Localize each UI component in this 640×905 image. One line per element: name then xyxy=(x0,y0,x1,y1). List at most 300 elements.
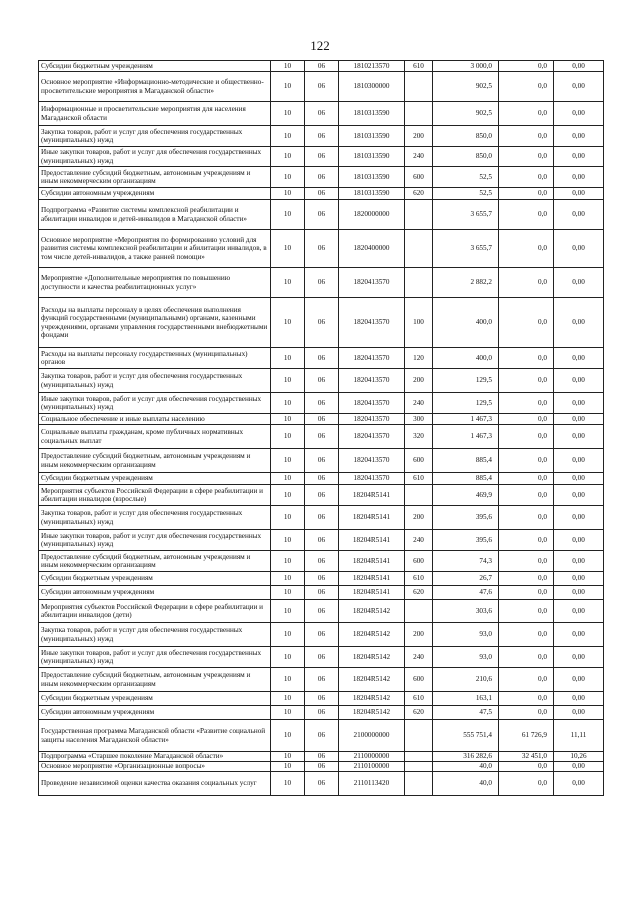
planned-amount-cell: 74,3 xyxy=(433,551,499,572)
execution-percent-cell: 0,00 xyxy=(554,485,604,506)
actual-amount-cell: 0,0 xyxy=(499,425,554,449)
expense-type-cell: 600 xyxy=(405,167,433,188)
table-row xyxy=(39,147,604,167)
expense-name-cell: Основное мероприятие «Мероприятия по формированию условий для развития системы комплексной реабилитации и абилитации инвалидов, в том числе детей-инвалидов, а также ранней помощи» xyxy=(39,230,271,268)
table-row xyxy=(39,720,604,752)
target-article-cell: 18204R5142 xyxy=(339,668,405,692)
planned-amount-cell: 129,5 xyxy=(433,369,499,393)
subsection-code-cell: 06 xyxy=(305,720,339,752)
table-row xyxy=(39,600,604,623)
table-row xyxy=(39,348,604,369)
actual-amount-cell: 0,0 xyxy=(499,706,554,720)
planned-amount-cell: 395,6 xyxy=(433,530,499,551)
execution-percent-cell: 0,00 xyxy=(554,230,604,268)
planned-amount-cell: 3 655,7 xyxy=(433,200,499,230)
table-row xyxy=(39,485,604,506)
execution-percent-cell: 0,00 xyxy=(554,586,604,600)
execution-percent-cell: 0,00 xyxy=(554,348,604,369)
execution-percent-cell: 0,00 xyxy=(554,473,604,485)
expense-name-cell: Субсидии бюджетным учреждениям xyxy=(39,572,271,586)
expense-type-cell: 600 xyxy=(405,551,433,572)
expense-name-cell: Субсидии бюджетным учреждениям xyxy=(39,61,271,72)
subsection-code-cell: 06 xyxy=(305,298,339,348)
planned-amount-cell: 395,6 xyxy=(433,506,499,530)
subsection-code-cell: 06 xyxy=(305,572,339,586)
target-article-cell: 1810313590 xyxy=(339,167,405,188)
expense-name-cell: Иные закупки товаров, работ и услуг для обеспечения государственных (муниципальных) нужд xyxy=(39,647,271,668)
expense-name-cell: Основное мероприятие «Информационно-методические и общественно-просветительские мероприятия в Магаданской области» xyxy=(39,72,271,102)
target-article-cell: 18204R5142 xyxy=(339,692,405,706)
execution-percent-cell: 0,00 xyxy=(554,425,604,449)
subsection-code-cell: 06 xyxy=(305,200,339,230)
expense-name-cell: Информационные и просветительские мероприятия для населения Магаданской области xyxy=(39,102,271,126)
actual-amount-cell: 0,0 xyxy=(499,414,554,425)
section-code-cell: 10 xyxy=(271,530,305,551)
planned-amount-cell: 93,0 xyxy=(433,623,499,647)
subsection-code-cell: 06 xyxy=(305,61,339,72)
expense-name-cell: Субсидии бюджетным учреждениям xyxy=(39,692,271,706)
table-row xyxy=(39,647,604,668)
actual-amount-cell: 0,0 xyxy=(499,772,554,796)
target-article-cell: 1810313590 xyxy=(339,147,405,167)
actual-amount-cell: 61 726,9 xyxy=(499,720,554,752)
actual-amount-cell: 0,0 xyxy=(499,668,554,692)
subsection-code-cell: 06 xyxy=(305,623,339,647)
target-article-cell: 1820413570 xyxy=(339,393,405,414)
expense-name-cell: Социальное обеспечение и иные выплаты населению xyxy=(39,414,271,425)
target-article-cell: 1810300000 xyxy=(339,72,405,102)
target-article-cell: 2100000000 xyxy=(339,720,405,752)
subsection-code-cell: 06 xyxy=(305,692,339,706)
target-article-cell: 18204R5141 xyxy=(339,551,405,572)
execution-percent-cell: 0,00 xyxy=(554,623,604,647)
planned-amount-cell: 93,0 xyxy=(433,647,499,668)
execution-percent-cell: 11,11 xyxy=(554,720,604,752)
section-code-cell: 10 xyxy=(271,551,305,572)
table-row xyxy=(39,425,604,449)
section-code-cell: 10 xyxy=(271,200,305,230)
section-code-cell: 10 xyxy=(271,473,305,485)
execution-percent-cell: 10,26 xyxy=(554,752,604,762)
section-code-cell: 10 xyxy=(271,72,305,102)
actual-amount-cell: 0,0 xyxy=(499,762,554,772)
actual-amount-cell: 0,0 xyxy=(499,572,554,586)
actual-amount-cell: 0,0 xyxy=(499,348,554,369)
subsection-code-cell: 06 xyxy=(305,647,339,668)
section-code-cell: 10 xyxy=(271,772,305,796)
actual-amount-cell: 0,0 xyxy=(499,623,554,647)
section-code-cell: 10 xyxy=(271,414,305,425)
actual-amount-cell: 0,0 xyxy=(499,268,554,298)
section-code-cell: 10 xyxy=(271,230,305,268)
actual-amount-cell: 32 451,0 xyxy=(499,752,554,762)
execution-percent-cell: 0,00 xyxy=(554,506,604,530)
actual-amount-cell: 0,0 xyxy=(499,126,554,147)
target-article-cell: 1820413570 xyxy=(339,449,405,473)
execution-percent-cell: 0,00 xyxy=(554,668,604,692)
planned-amount-cell: 850,0 xyxy=(433,147,499,167)
execution-percent-cell: 0,00 xyxy=(554,647,604,668)
section-code-cell: 10 xyxy=(271,449,305,473)
expense-type-cell: 200 xyxy=(405,623,433,647)
planned-amount-cell: 885,4 xyxy=(433,473,499,485)
expense-name-cell: Предоставление субсидий бюджетным, автономным учреждениям и иным некоммерческим организациям xyxy=(39,668,271,692)
execution-percent-cell: 0,00 xyxy=(554,167,604,188)
section-code-cell: 10 xyxy=(271,126,305,147)
table-row xyxy=(39,473,604,485)
execution-percent-cell: 0,00 xyxy=(554,600,604,623)
planned-amount-cell: 1 467,3 xyxy=(433,414,499,425)
expense-type-cell: 240 xyxy=(405,530,433,551)
table-row xyxy=(39,230,604,268)
subsection-code-cell: 06 xyxy=(305,425,339,449)
subsection-code-cell: 06 xyxy=(305,600,339,623)
target-article-cell: 18204R5142 xyxy=(339,600,405,623)
table-row xyxy=(39,61,604,72)
expense-type-cell xyxy=(405,720,433,752)
subsection-code-cell: 06 xyxy=(305,369,339,393)
table-row xyxy=(39,449,604,473)
section-code-cell: 10 xyxy=(271,692,305,706)
expense-type-cell: 610 xyxy=(405,61,433,72)
table-row xyxy=(39,200,604,230)
planned-amount-cell: 129,5 xyxy=(433,393,499,414)
target-article-cell: 18204R5141 xyxy=(339,586,405,600)
expense-name-cell: Проведение независимой оценки качества оказания социальных услуг xyxy=(39,772,271,796)
actual-amount-cell: 0,0 xyxy=(499,72,554,102)
planned-amount-cell: 3 000,0 xyxy=(433,61,499,72)
planned-amount-cell: 303,6 xyxy=(433,600,499,623)
expense-type-cell: 320 xyxy=(405,425,433,449)
subsection-code-cell: 06 xyxy=(305,485,339,506)
planned-amount-cell: 26,7 xyxy=(433,572,499,586)
table-row xyxy=(39,551,604,572)
execution-percent-cell: 0,00 xyxy=(554,61,604,72)
execution-percent-cell: 0,00 xyxy=(554,268,604,298)
actual-amount-cell: 0,0 xyxy=(499,167,554,188)
planned-amount-cell: 902,5 xyxy=(433,102,499,126)
execution-percent-cell: 0,00 xyxy=(554,369,604,393)
target-article-cell: 18204R5141 xyxy=(339,485,405,506)
target-article-cell: 18204R5142 xyxy=(339,647,405,668)
expense-name-cell: Подпрограмма «Развитие системы комплексной реабилитации и абилитации инвалидов и детей-инвалидов в Магаданской области» xyxy=(39,200,271,230)
expense-name-cell: Закупка товаров, работ и услуг для обеспечения государственных (муниципальных) нужд xyxy=(39,623,271,647)
expense-type-cell xyxy=(405,752,433,762)
expense-type-cell xyxy=(405,762,433,772)
execution-percent-cell: 0,00 xyxy=(554,692,604,706)
actual-amount-cell: 0,0 xyxy=(499,200,554,230)
table-row xyxy=(39,188,604,200)
section-code-cell: 10 xyxy=(271,61,305,72)
expense-type-cell: 200 xyxy=(405,506,433,530)
expense-name-cell: Субсидии бюджетным учреждениям xyxy=(39,473,271,485)
target-article-cell: 1810313590 xyxy=(339,126,405,147)
execution-percent-cell: 0,00 xyxy=(554,200,604,230)
execution-percent-cell: 0,00 xyxy=(554,706,604,720)
subsection-code-cell: 06 xyxy=(305,530,339,551)
subsection-code-cell: 06 xyxy=(305,393,339,414)
target-article-cell: 18204R5141 xyxy=(339,530,405,551)
subsection-code-cell: 06 xyxy=(305,668,339,692)
execution-percent-cell: 0,00 xyxy=(554,102,604,126)
actual-amount-cell: 0,0 xyxy=(499,393,554,414)
target-article-cell: 1820413570 xyxy=(339,425,405,449)
execution-percent-cell: 0,00 xyxy=(554,188,604,200)
section-code-cell: 10 xyxy=(271,348,305,369)
expense-name-cell: Мероприятие «Дополнительные мероприятия по повышению доступности и качества реабилитационных услуг» xyxy=(39,268,271,298)
subsection-code-cell: 06 xyxy=(305,268,339,298)
section-code-cell: 10 xyxy=(271,572,305,586)
subsection-code-cell: 06 xyxy=(305,752,339,762)
actual-amount-cell: 0,0 xyxy=(499,506,554,530)
target-article-cell: 1820400000 xyxy=(339,230,405,268)
target-article-cell: 1820413570 xyxy=(339,473,405,485)
subsection-code-cell: 06 xyxy=(305,414,339,425)
table-row xyxy=(39,692,604,706)
expense-name-cell: Предоставление субсидий бюджетным, автономным учреждениям и иным некоммерческим организациям xyxy=(39,449,271,473)
planned-amount-cell: 555 751,4 xyxy=(433,720,499,752)
section-code-cell: 10 xyxy=(271,102,305,126)
expense-type-cell: 610 xyxy=(405,572,433,586)
planned-amount-cell: 2 882,2 xyxy=(433,268,499,298)
table-body xyxy=(39,61,604,796)
expense-type-cell xyxy=(405,485,433,506)
section-code-cell: 10 xyxy=(271,485,305,506)
section-code-cell: 10 xyxy=(271,668,305,692)
expense-type-cell: 200 xyxy=(405,369,433,393)
expense-name-cell: Социальные выплаты гражданам, кроме публичных нормативных социальных выплат xyxy=(39,425,271,449)
execution-percent-cell: 0,00 xyxy=(554,414,604,425)
subsection-code-cell: 06 xyxy=(305,473,339,485)
actual-amount-cell: 0,0 xyxy=(499,298,554,348)
actual-amount-cell: 0,0 xyxy=(499,102,554,126)
expense-type-cell: 610 xyxy=(405,692,433,706)
actual-amount-cell: 0,0 xyxy=(499,369,554,393)
section-code-cell: 10 xyxy=(271,586,305,600)
table-row xyxy=(39,167,604,188)
target-article-cell: 18204R5141 xyxy=(339,506,405,530)
expense-type-cell: 240 xyxy=(405,647,433,668)
table-row xyxy=(39,706,604,720)
actual-amount-cell: 0,0 xyxy=(499,551,554,572)
expense-type-cell: 120 xyxy=(405,348,433,369)
execution-percent-cell: 0,00 xyxy=(554,572,604,586)
section-code-cell: 10 xyxy=(271,720,305,752)
actual-amount-cell: 0,0 xyxy=(499,586,554,600)
planned-amount-cell: 1 467,3 xyxy=(433,425,499,449)
target-article-cell: 1810313590 xyxy=(339,102,405,126)
planned-amount-cell: 850,0 xyxy=(433,126,499,147)
execution-percent-cell: 0,00 xyxy=(554,551,604,572)
section-code-cell: 10 xyxy=(271,298,305,348)
subsection-code-cell: 06 xyxy=(305,167,339,188)
table-row xyxy=(39,506,604,530)
expense-name-cell: Закупка товаров, работ и услуг для обеспечения государственных (муниципальных) нужд xyxy=(39,126,271,147)
expense-name-cell: Расходы на выплаты персоналу в целях обеспечения выполнения функций государственными (муниципальными) органами, казенными учреждениями, органами управления государственными внебюджетными фондами xyxy=(39,298,271,348)
execution-percent-cell: 0,00 xyxy=(554,147,604,167)
target-article-cell: 1820413570 xyxy=(339,414,405,425)
expense-type-cell: 240 xyxy=(405,147,433,167)
planned-amount-cell: 316 282,6 xyxy=(433,752,499,762)
table-row xyxy=(39,414,604,425)
planned-amount-cell: 469,9 xyxy=(433,485,499,506)
planned-amount-cell: 210,6 xyxy=(433,668,499,692)
expense-name-cell: Закупка товаров, работ и услуг для обеспечения государственных (муниципальных) нужд xyxy=(39,506,271,530)
section-code-cell: 10 xyxy=(271,268,305,298)
target-article-cell: 18204R5141 xyxy=(339,572,405,586)
table-row xyxy=(39,772,604,796)
planned-amount-cell: 40,0 xyxy=(433,762,499,772)
actual-amount-cell: 0,0 xyxy=(499,61,554,72)
actual-amount-cell: 0,0 xyxy=(499,230,554,268)
expense-type-cell: 100 xyxy=(405,298,433,348)
target-article-cell: 18204R5142 xyxy=(339,706,405,720)
page-number: 122 xyxy=(310,38,330,53)
execution-percent-cell: 0,00 xyxy=(554,393,604,414)
table-row xyxy=(39,762,604,772)
expense-type-cell: 200 xyxy=(405,126,433,147)
target-article-cell: 1820413570 xyxy=(339,298,405,348)
expense-type-cell: 600 xyxy=(405,668,433,692)
section-code-cell: 10 xyxy=(271,425,305,449)
planned-amount-cell: 3 655,7 xyxy=(433,230,499,268)
target-article-cell: 2110100000 xyxy=(339,762,405,772)
planned-amount-cell: 52,5 xyxy=(433,188,499,200)
expense-name-cell: Субсидии автономным учреждениям xyxy=(39,188,271,200)
expense-type-cell xyxy=(405,772,433,796)
expense-type-cell: 300 xyxy=(405,414,433,425)
target-article-cell: 18204R5142 xyxy=(339,623,405,647)
subsection-code-cell: 06 xyxy=(305,506,339,530)
section-code-cell: 10 xyxy=(271,167,305,188)
planned-amount-cell: 885,4 xyxy=(433,449,499,473)
expense-name-cell: Иные закупки товаров, работ и услуг для обеспечения государственных (муниципальных) нужд xyxy=(39,530,271,551)
subsection-code-cell: 06 xyxy=(305,72,339,102)
budget-table xyxy=(38,60,604,796)
expense-name-cell: Субсидии автономным учреждениям xyxy=(39,706,271,720)
expense-name-cell: Субсидии автономным учреждениям xyxy=(39,586,271,600)
expense-type-cell: 620 xyxy=(405,706,433,720)
execution-percent-cell: 0,00 xyxy=(554,126,604,147)
table-row xyxy=(39,268,604,298)
table-row xyxy=(39,298,604,348)
target-article-cell: 1810313590 xyxy=(339,188,405,200)
target-article-cell: 2110113420 xyxy=(339,772,405,796)
execution-percent-cell: 0,00 xyxy=(554,72,604,102)
subsection-code-cell: 06 xyxy=(305,230,339,268)
subsection-code-cell: 06 xyxy=(305,348,339,369)
expense-type-cell xyxy=(405,102,433,126)
expense-type-cell xyxy=(405,268,433,298)
target-article-cell: 2110000000 xyxy=(339,752,405,762)
expense-name-cell: Подпрограмма «Старшее поколение Магаданской области» xyxy=(39,752,271,762)
expense-type-cell xyxy=(405,200,433,230)
subsection-code-cell: 06 xyxy=(305,772,339,796)
execution-percent-cell: 0,00 xyxy=(554,762,604,772)
subsection-code-cell: 06 xyxy=(305,147,339,167)
subsection-code-cell: 06 xyxy=(305,551,339,572)
execution-percent-cell: 0,00 xyxy=(554,530,604,551)
planned-amount-cell: 163,1 xyxy=(433,692,499,706)
section-code-cell: 10 xyxy=(271,647,305,668)
actual-amount-cell: 0,0 xyxy=(499,530,554,551)
table-row xyxy=(39,102,604,126)
table-row xyxy=(39,126,604,147)
subsection-code-cell: 06 xyxy=(305,706,339,720)
section-code-cell: 10 xyxy=(271,369,305,393)
execution-percent-cell: 0,00 xyxy=(554,449,604,473)
expense-type-cell xyxy=(405,600,433,623)
subsection-code-cell: 06 xyxy=(305,102,339,126)
section-code-cell: 10 xyxy=(271,600,305,623)
expense-name-cell: Расходы на выплаты персоналу государственных (муниципальных) органов xyxy=(39,348,271,369)
actual-amount-cell: 0,0 xyxy=(499,692,554,706)
section-code-cell: 10 xyxy=(271,188,305,200)
expense-type-cell xyxy=(405,230,433,268)
expense-type-cell: 620 xyxy=(405,586,433,600)
table-row xyxy=(39,623,604,647)
target-article-cell: 1820413570 xyxy=(339,369,405,393)
section-code-cell: 10 xyxy=(271,762,305,772)
expense-type-cell: 610 xyxy=(405,473,433,485)
target-article-cell: 1820413570 xyxy=(339,348,405,369)
expense-name-cell: Предоставление субсидий бюджетным, автономным учреждениям и иным некоммерческим организациям xyxy=(39,167,271,188)
expense-name-cell: Предоставление субсидий бюджетным, автономным учреждениям и иным некоммерческим организациям xyxy=(39,551,271,572)
actual-amount-cell: 0,0 xyxy=(499,647,554,668)
execution-percent-cell: 0,00 xyxy=(554,772,604,796)
actual-amount-cell: 0,0 xyxy=(499,449,554,473)
table-row xyxy=(39,72,604,102)
planned-amount-cell: 40,0 xyxy=(433,772,499,796)
table-row xyxy=(39,752,604,762)
section-code-cell: 10 xyxy=(271,752,305,762)
section-code-cell: 10 xyxy=(271,393,305,414)
planned-amount-cell: 47,5 xyxy=(433,706,499,720)
expense-type-cell: 600 xyxy=(405,449,433,473)
planned-amount-cell: 902,5 xyxy=(433,72,499,102)
target-article-cell: 1820000000 xyxy=(339,200,405,230)
target-article-cell: 1810213570 xyxy=(339,61,405,72)
expense-name-cell: Закупка товаров, работ и услуг для обеспечения государственных (муниципальных) нужд xyxy=(39,369,271,393)
planned-amount-cell: 47,6 xyxy=(433,586,499,600)
section-code-cell: 10 xyxy=(271,623,305,647)
subsection-code-cell: 06 xyxy=(305,586,339,600)
table-row xyxy=(39,572,604,586)
expense-type-cell: 620 xyxy=(405,188,433,200)
expense-name-cell: Государственная программа Магаданской области «Развитие социальной защиты населения Магаданской области» xyxy=(39,720,271,752)
expense-name-cell: Иные закупки товаров, работ и услуг для обеспечения государственных (муниципальных) нужд xyxy=(39,393,271,414)
subsection-code-cell: 06 xyxy=(305,188,339,200)
subsection-code-cell: 06 xyxy=(305,762,339,772)
expense-name-cell: Мероприятия субъектов Российской Федерации в сфере реабилитации и абилитации инвалидов (взрослые) xyxy=(39,485,271,506)
expense-type-cell: 240 xyxy=(405,393,433,414)
actual-amount-cell: 0,0 xyxy=(499,485,554,506)
planned-amount-cell: 52,5 xyxy=(433,167,499,188)
section-code-cell: 10 xyxy=(271,706,305,720)
planned-amount-cell: 400,0 xyxy=(433,298,499,348)
subsection-code-cell: 06 xyxy=(305,126,339,147)
expense-name-cell: Мероприятия субъектов Российской Федерации в сфере реабилитации и абилитации инвалидов (дети) xyxy=(39,600,271,623)
section-code-cell: 10 xyxy=(271,147,305,167)
expense-name-cell: Основное мероприятие «Организационные вопросы» xyxy=(39,762,271,772)
table-row xyxy=(39,369,604,393)
table-row xyxy=(39,393,604,414)
actual-amount-cell: 0,0 xyxy=(499,188,554,200)
section-code-cell: 10 xyxy=(271,506,305,530)
table-row xyxy=(39,530,604,551)
expense-name-cell: Иные закупки товаров, работ и услуг для обеспечения государственных (муниципальных) нужд xyxy=(39,147,271,167)
planned-amount-cell: 400,0 xyxy=(433,348,499,369)
